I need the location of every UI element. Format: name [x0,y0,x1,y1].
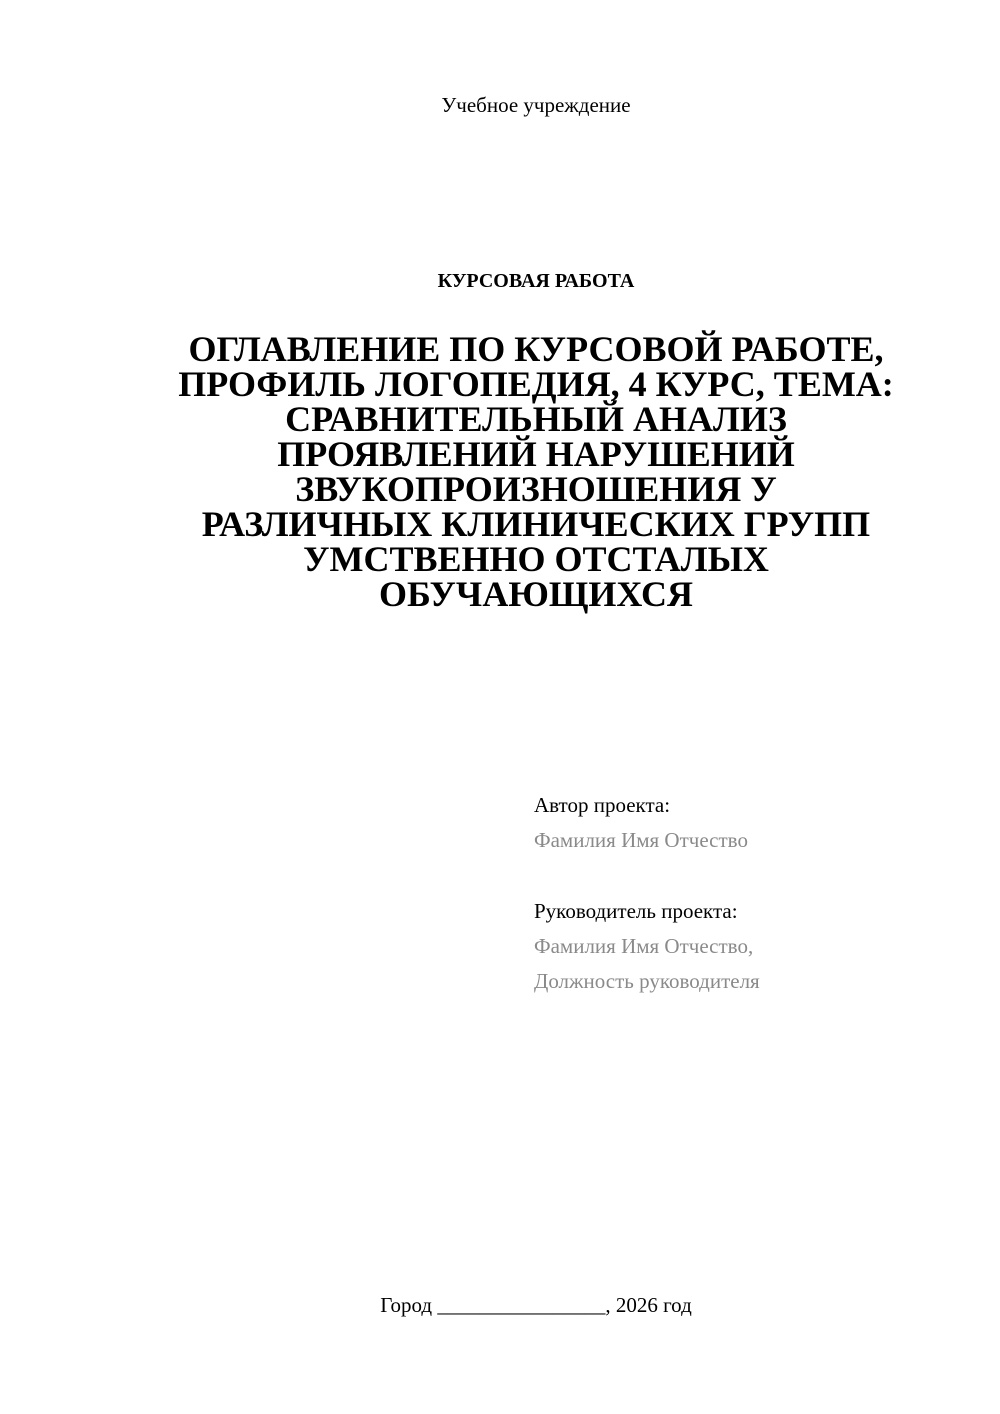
title-line: СРАВНИТЕЛЬНЫЙ АНАЛИЗ [285,399,787,439]
title-line: ЗВУКОПРОИЗНОШЕНИЯ У [295,469,777,509]
title-line: ПРОФИЛЬ ЛОГОПЕДИЯ, 4 КУРС, ТЕМА: [178,364,894,404]
author-label: Автор проекта: [534,793,671,817]
title-line: ОБУЧАЮЩИХСЯ [378,574,694,614]
title-line: РАЗЛИЧНЫХ КЛИНИЧЕСКИХ ГРУПП [201,504,871,544]
supervisor-label: Руководитель проекта: [534,899,738,923]
document-title [140,329,932,614]
document-type: КУРСОВАЯ РАБОТА [437,270,635,292]
spacer [534,858,974,894]
city-year-line: Город ________________, 2026 год [380,1293,692,1317]
supervisor-position: Должность руководителя [534,969,760,993]
project-roles [534,788,974,999]
title-line: ПРОЯВЛЕНИЙ НАРУШЕНИЙ [277,434,795,474]
title-line: УМСТВЕННО ОТСТАЛЫХ [303,539,769,579]
supervisor-name: Фамилия Имя Отчество, [534,934,754,958]
author-name: Фамилия Имя Отчество [534,828,748,852]
institution-name: Учебное учреждение [441,93,631,117]
title-line: ОГЛАВЛЕНИЕ ПО КУРСОВОЙ РАБОТЕ, [188,329,884,369]
